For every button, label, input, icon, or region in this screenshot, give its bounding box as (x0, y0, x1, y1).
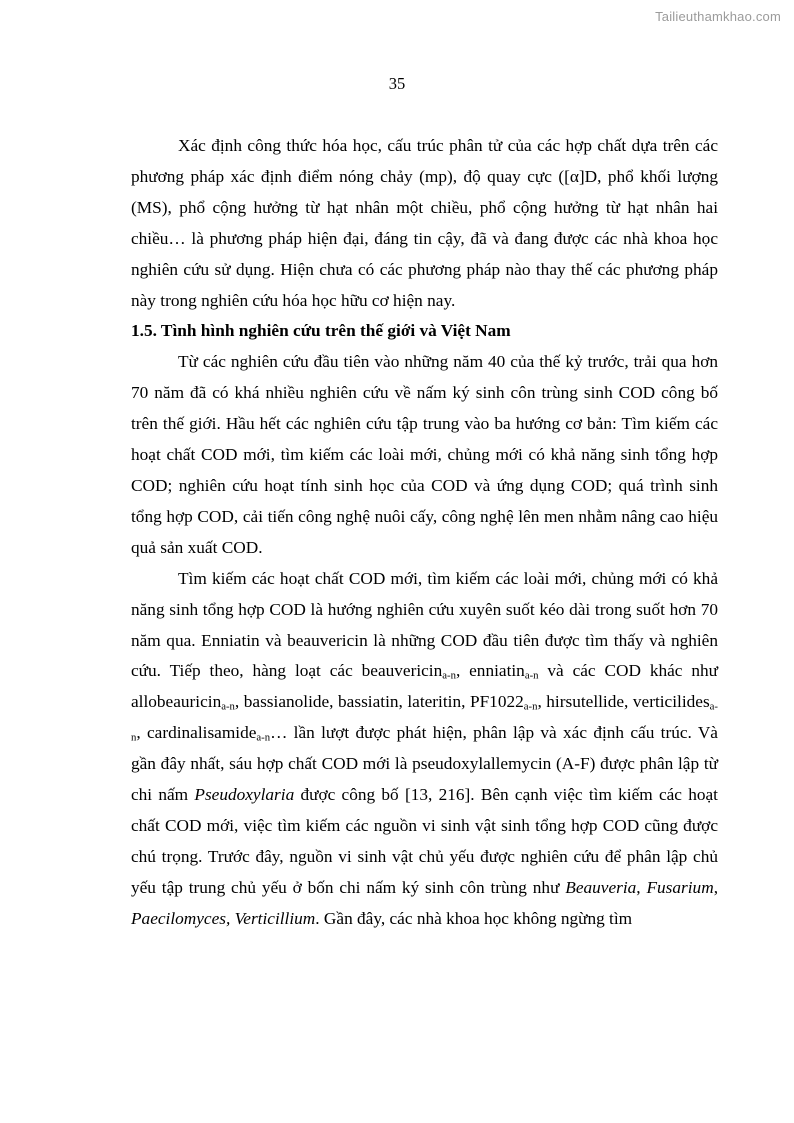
page-number: 35 (388, 74, 406, 93)
text-segment: . Gần đây, các nhà khoa học không ngừng tìm (315, 908, 633, 928)
text-segment: và các COD khác như allobeauricin (131, 661, 718, 712)
paragraph-research-overview: Từ các nghiên cứu đầu tiên vào những năm 40 của thế kỷ trước, trải qua hơn 70 năm đã có khá nhiều nghiên cứu về nấm ký sinh côn trùng sinh COD công bố trên thế giới. Hầu hết các nghiên cứu tập trung vào ba hướng cơ bản: Tìm kiếm các hoạt chất COD mới, tìm kiếm các loài mới, chủng mới có khả năng sinh tổng hợp COD; nghiên cứu hoạt tính sinh học của COD và ứng dụng COD; quá trình sinh tổng hợp COD, cải tiến công nghệ nuôi cấy, công nghệ lên men nhằm nâng cao hiệu quả sản xuất COD. (131, 352, 718, 557)
subscript-text: a-n (523, 700, 538, 713)
italic-taxon-name: Beauveria (565, 877, 637, 897)
text-segment: , bassianolide, bassiatin, lateritin, PF1022 (234, 692, 524, 712)
text-segment: , (636, 877, 647, 897)
watermark-site-label: Tailieuthamkhao.com (655, 9, 781, 24)
subscript-text: a-n (131, 700, 718, 744)
subscript-text: a-n (256, 731, 271, 744)
text-segment: Tìm kiếm các hoạt chất COD mới, tìm kiếm các loài mới, chủng mới có khả năng sinh tổng hợp COD là hướng nghiên cứu xuyên suốt kéo dài trong suốt hơn 70 năm qua. Enniatin và beauvericin là những COD đầu tiên được tìm thấy và nghiên cứu. Tiếp theo, hàng loạt các beauvericin (131, 568, 718, 681)
subscript-text: a-n (442, 670, 456, 683)
paragraph-cod-compounds (131, 564, 718, 935)
subscript-text: a-n (524, 670, 539, 683)
italic-taxon-name: Pseudoxylaria (194, 785, 295, 805)
italic-taxon-name: Paecilomyces, Verticillium (131, 908, 316, 928)
text-segment: , hirsutellide, verticilides (537, 692, 710, 712)
text-segment: , (713, 877, 719, 897)
text-segment: được công bố [13, 216]. Bên cạnh việc tìm kiếm các hoạt chất COD mới, việc tìm kiếm các nguồn vi sinh vật sinh tổng hợp COD cũng được chú trọng. Trước đây, nguồn vi sinh vật chủ yếu được nghiên cứu để phân lập chủ yếu tập trung chủ yếu ở bốn chi nấm ký sinh côn trùng như (131, 785, 718, 897)
text-segment: , enniatin (455, 661, 525, 681)
italic-taxon-name: Fusarium (646, 877, 714, 897)
subscript-text: a-n (221, 700, 235, 713)
text-segment: , cardinalisamide (136, 723, 257, 743)
page-body-text (131, 131, 718, 935)
text-segment: … lần lượt được phát hiện, phân lập và xác định cấu trúc. Và gần đây nhất, sáu hợp chất COD mới là pseudoxylallemycin (A-F) được phân lập từ chi nấm (131, 723, 718, 805)
section-heading-1-5: 1.5. Tình hình nghiên cứu trên thế giới và Việt Nam (131, 321, 511, 341)
paragraph-analysis-methods: Xác định công thức hóa học, cấu trúc phân tử của các hợp chất dựa trên các phương pháp xác định điểm nóng chảy (mp), độ quay cực ([α]D, phổ khối lượng (MS), phổ cộng hưởng từ hạt nhân một chiều, phổ cộng hưởng từ hạt nhân hai chiều… là phương pháp hiện đại, đáng tin cậy, đã và đang được các nhà khoa học nghiên cứu sử dụng. Hiện chưa có các phương pháp nào thay thế các phương pháp này trong nghiên cứu hóa học hữu cơ hiện nay. (131, 136, 718, 310)
